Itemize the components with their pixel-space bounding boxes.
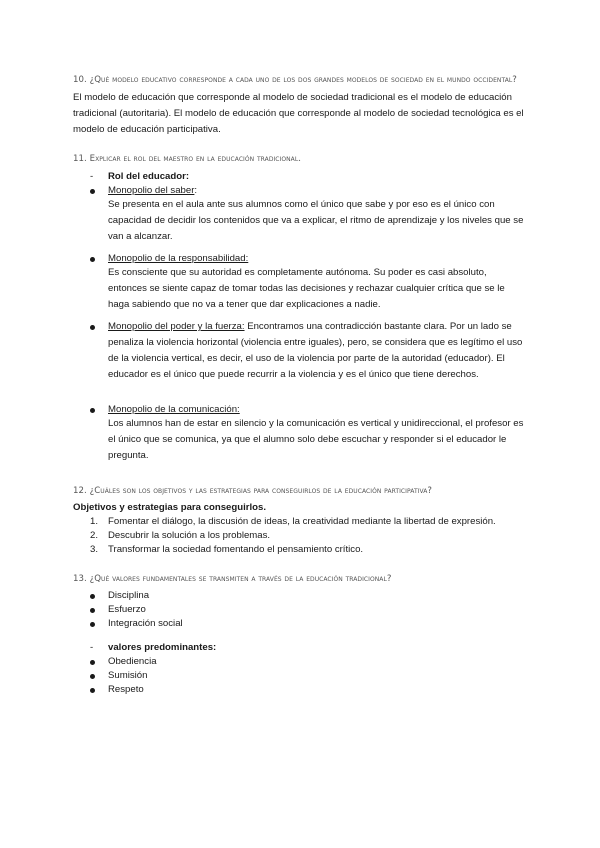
bullet-icon: [90, 660, 95, 665]
bullet-icon: [90, 688, 95, 693]
monopolio-poder-title: Monopolio del poder y la fuerza:: [108, 321, 245, 332]
monopolio-responsabilidad-body: Es consciente que su autoridad es completamente autónoma. Su poder es casi absoluto, entonces se siente capaz de tomar todas las decisiones y rechazar cualquier crítica que se le haga sabiendo que no va a tener que dar explicaciones a nadie.: [108, 267, 505, 310]
list-number: 3.: [90, 544, 99, 555]
monopolio-saber-title: Monopolio del saber:: [108, 185, 198, 196]
monopolio-comunicacion-title: Monopolio de la comunicación:: [108, 404, 240, 415]
monopolio-poder-item: [108, 319, 528, 383]
bullet-icon: [90, 594, 95, 599]
valor-item: Disciplina: [108, 590, 150, 601]
list-number: 2.: [90, 530, 99, 541]
valor-item: Integración social: [108, 618, 183, 629]
dash-marker: -: [90, 642, 94, 653]
bullet-icon: [90, 189, 95, 194]
bullet-icon: [90, 408, 95, 413]
question-10-heading: 10. ¿Qué modelo educativo corresponde a cada uno de los dos grandes modelos de sociedad en el mundo occidental?: [73, 75, 517, 85]
valor-item: Esfuerzo: [108, 604, 146, 615]
valores-predominantes-label: valores predominantes:: [108, 642, 217, 653]
question-12-heading: 12. ¿Cuáles son los objetivos y las estrategias para conseguirlos de la educación participativa?: [73, 486, 433, 496]
valor-predominante-item: Respeto: [108, 684, 144, 695]
bullet-icon: [90, 257, 95, 262]
bullet-icon: [90, 674, 95, 679]
objetivo-item-2: Descubrir la solución a los problemas.: [108, 530, 271, 541]
monopolio-saber-body: Se presenta en el aula ante sus alumnos como el único que sabe y por eso es el único con capacidad de decidir los contenidos que va a explicar, el ritmo de aprendizaje y los niveles que se van a alcanzar.: [108, 199, 524, 242]
question-10-answer: El modelo de educación que corresponde al modelo de sociedad tradicional es el modelo de educación tradicional (autoritaria). El modelo de educación que corresponde al modelo de sociedad tecnológica es el modelo de educación participativa.: [73, 92, 524, 135]
rol-educador-label: Rol del educador:: [108, 171, 190, 182]
monopolio-responsabilidad-title: Monopolio de la responsabilidad:: [108, 253, 249, 264]
objetivos-subheading: Objetivos y estrategias para conseguirlos.: [73, 502, 267, 513]
valor-predominante-item: Sumisión: [108, 670, 148, 681]
question-11-heading: 11. Explicar el rol del maestro en la educación tradicional.: [73, 154, 302, 164]
question-13-heading: 13. ¿Qué valores fundamentales se transmiten a través de la educación tradicional?: [73, 574, 392, 584]
bullet-icon: [90, 325, 95, 330]
bullet-icon: [90, 622, 95, 627]
bullet-icon: [90, 608, 95, 613]
objetivo-item-3: Transformar la sociedad fomentando el pensamiento crítico.: [108, 544, 364, 555]
objetivo-item-1: Fomentar el diálogo, la discusión de ideas, la creatividad mediante la libertad de expresión.: [108, 516, 496, 527]
monopolio-comunicacion-body: Los alumnos han de estar en silencio y la comunicación es vertical y unidireccional, el profesor es el único que se comunica, ya que el alumno solo debe escuchar y responder si el educador le pregunta.: [108, 418, 524, 461]
list-number: 1.: [90, 516, 99, 527]
valor-predominante-item: Obediencia: [108, 656, 157, 667]
dash-marker: -: [90, 171, 94, 182]
monopolio-poder-body: Encontramos una contradicción bastante clara. Por un lado se penaliza la violencia horizontal (violencia entre iguales), pero, se considera que es legítimo el uso de la violencia vertical, es decir, el uso de la violencia por parte de la autoridad (educador). El educador es el único que puede recurrir a la violencia y es el único que tiene derechos.: [108, 321, 523, 380]
